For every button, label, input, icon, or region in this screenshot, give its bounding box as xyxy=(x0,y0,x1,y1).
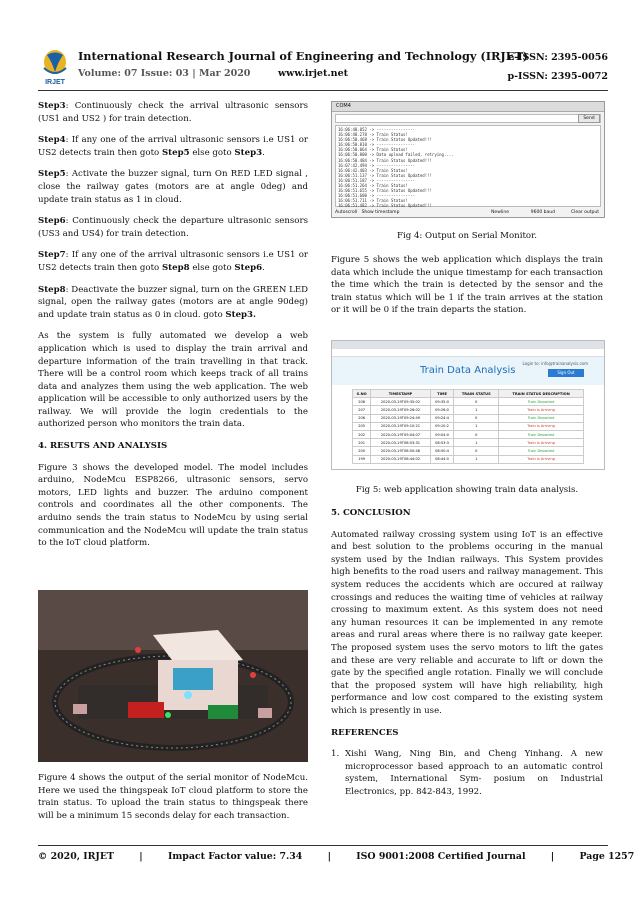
table-cell: 08:50:4 xyxy=(430,447,454,455)
table-cell: 201 xyxy=(353,439,371,447)
table-cell: 0 xyxy=(454,430,499,438)
table-cell: 09:26:0 xyxy=(430,406,454,414)
table-row xyxy=(353,439,584,447)
table-row xyxy=(353,422,584,430)
web-app-paragraph: As the system is fully automated we develop a web application which is used to display the train arrival and departure information of the train travelling in that track. There will be a control room which keeps track of all trains data and analyzes them using the web application. The web application will be accessible to only authorized users by the railway. We will provide the login credentials to the authorized person who monitors the train data. xyxy=(38,331,308,430)
journal-title: International Research Journal of Engineering and Technology (IRJET) xyxy=(78,49,529,63)
serial-monitor-window xyxy=(331,101,605,218)
section-4-heading: 4. RESUTS AND ANALYSIS xyxy=(38,441,168,452)
reference-1-number: 1. xyxy=(331,749,340,760)
table-cell: Train Departed xyxy=(499,414,584,422)
autoscroll-checkbox[interactable]: Autoscroll xyxy=(335,210,358,215)
serial-send-button[interactable]: Send xyxy=(578,114,600,123)
clear-output-button[interactable]: Clear output xyxy=(570,210,599,215)
serial-line: 16:07:42.494 -> ---------------- xyxy=(338,162,416,168)
web-app-title: Train Data Analysis xyxy=(420,365,516,376)
browser-tab-bar xyxy=(332,341,604,349)
table-row xyxy=(353,430,584,438)
table-cell: 09:04:0 xyxy=(430,430,454,438)
footer-copyright: © 2020, IRJET xyxy=(38,851,114,862)
footer-sep-1: | xyxy=(139,851,143,862)
page-footer xyxy=(38,851,635,862)
table-header-cell: TRAIN STATUS xyxy=(454,390,499,398)
login-label: Login to: info@trainanalysis.com xyxy=(522,361,588,366)
table-header-cell: TRAIN STATUS DESCRIPTION xyxy=(499,390,584,398)
step8: Step8: Deactivate the buzzer signal, turn on the GREEN LED signal, open the railway gates (motors are at angle 90deg) and update train status as 0 in cloud. goto Step3. xyxy=(38,284,308,320)
model-paragraph: Figure 3 shows the developed model. The model includes arduino, NodeMcu ESP8266, ultrasonic sensors, servo motors, LED lights and buzzer. The arduino component controls and coordinates all the other components. The arduino sends the train status to NodeMcu by using serial communication and the NodeMcu will update the train status to the IoT cloud platform. xyxy=(38,462,308,549)
table-cell: 207 xyxy=(353,406,371,414)
web-app-banner xyxy=(332,357,604,385)
browser-address-bar[interactable] xyxy=(332,349,604,357)
footer-iso: ISO 9001:2008 Certified Journal xyxy=(356,851,526,862)
step5: Step5: Activate the buzzer signal, turn On RED LED signal , close the railway gates (motors are at angle 0deg) and update train status as 1 in cloud. xyxy=(38,169,308,205)
table-cell: 08:44:0 xyxy=(430,455,454,463)
web-application-paragraph: Figure 5 shows the web application which displays the train data which include the unique timestamp for each transaction the time which the train is detected by the sensor and the train status which will be 1 if the train arrives at the station or it will be 0 if the train departs the station. xyxy=(331,255,603,316)
table-cell: 2020-03-19T09:35:02 xyxy=(371,398,430,406)
left-column-bottom xyxy=(38,772,308,831)
left-column xyxy=(38,100,308,559)
footer-sep-2: | xyxy=(327,851,332,862)
table-cell: 206 xyxy=(353,414,371,422)
section-5-heading: 5. CONCLUSION xyxy=(331,508,411,518)
serial-title-bar: COM4 xyxy=(332,102,604,112)
journal-url[interactable]: www.irjet.net xyxy=(278,68,349,79)
step6: Step6: Continuously check the departure ultrasonic sensors (US3 and US4) for train detection. xyxy=(38,216,308,239)
table-header-cell: S.NO xyxy=(353,390,371,398)
step3: Step3: Continuously check the arrival ultrasonic sensors (US1 and US2 ) for train detection. xyxy=(38,101,308,124)
step7: Step7: If any one of the arrival ultrasonic sensors i.e US1 or US2 detects train then goto Step8 else goto Step6. xyxy=(38,250,308,273)
serial-line: 16:06:50.484 -> Train Status Updated!!! xyxy=(338,157,432,163)
serial-line: 16:06:51.264 -> Train Status! xyxy=(338,183,408,189)
header-rule xyxy=(38,90,608,91)
table-cell: 2020-03-19T08:50:48 xyxy=(371,447,430,455)
table-cell: 0 xyxy=(454,398,499,406)
table-cell: 202 xyxy=(353,430,371,438)
serial-line: 16:06:42.403 -> Train Status! xyxy=(338,167,408,173)
serial-line: 16:06:51.655 -> Train Status Updated!!! xyxy=(338,188,432,194)
sign-out-button[interactable]: Sign Out xyxy=(548,369,584,377)
table-cell: 2020-03-19T09:10:21 xyxy=(371,422,430,430)
serial-line: 16:06:50.468 -> Train Status Updated!!! xyxy=(338,137,432,143)
table-cell: 2020-03-19T09:04:07 xyxy=(371,430,430,438)
right-column-top xyxy=(331,254,603,326)
table-cell: 1 xyxy=(454,439,499,447)
table-row xyxy=(353,406,584,414)
table-row xyxy=(353,455,584,463)
serial-input[interactable] xyxy=(335,114,601,123)
table-cell: 09:24:4 xyxy=(430,414,454,422)
serial-line: 16:06:51.137 -> Train Status Updated!!! xyxy=(338,172,432,178)
references-heading: REFERENCES xyxy=(331,727,399,738)
table-cell: Train Departed xyxy=(499,430,584,438)
baud-select[interactable]: 9600 baud xyxy=(530,210,555,215)
serial-bottom-bar xyxy=(335,209,601,217)
fig4-caption: Fig 4: Output on Serial Monitor. xyxy=(397,231,537,241)
table-cell: 208 xyxy=(353,398,371,406)
table-cell: Train is Arriving xyxy=(499,422,584,430)
volume-issue: Volume: 07 Issue: 03 | Mar 2020 xyxy=(78,68,251,79)
web-app-screenshot xyxy=(331,340,605,470)
table-cell: 09:10:2 xyxy=(430,422,454,430)
table-cell: 2020-03-19T08:44:02 xyxy=(371,455,430,463)
journal-header xyxy=(38,46,608,86)
table-cell: 200 xyxy=(353,447,371,455)
model-photo xyxy=(38,590,308,762)
irjet-logo-icon xyxy=(38,46,72,86)
footer-page-number: Page 1257 xyxy=(579,851,635,862)
serial-line: 16:06:48.278 -> Train Status! xyxy=(338,132,408,138)
serial-line: 16:06:51.600 -> ---------------- xyxy=(338,193,416,199)
timestamp-checkbox[interactable]: Show timestamp xyxy=(361,210,400,215)
table-cell: 09:35:0 xyxy=(430,398,454,406)
footer-rule xyxy=(38,845,608,846)
table-cell: 2020-03-19T08:53:31 xyxy=(371,439,430,447)
table-cell: Train is Arriving xyxy=(499,455,584,463)
step4: Step4: If any one of the arrival ultrasonic sensors i.e US1 or US2 detects train then goto Step5 else goto Step3. xyxy=(38,135,308,158)
table-row xyxy=(353,447,584,455)
table-cell: 2020-03-19T09:24:49 xyxy=(371,414,430,422)
serial-monitor-paragraph: Figure 4 shows the output of the serial monitor of NodeMcu. Here we used the thingspeak IoT cloud platform to store the train status. To upload the train status to thingspeak there will be a minimum 15 seconds delay for each transaction. xyxy=(38,773,308,821)
footer-impact-factor: Impact Factor value: 7.34 xyxy=(167,851,303,862)
fig5-caption: Fig 5: web application showing train data analysis. xyxy=(355,485,579,495)
table-cell: 1 xyxy=(454,422,499,430)
serial-line: 16:06:51.187 -> ---------------- xyxy=(338,177,416,183)
serial-line: 16:06:51.482 -> Train Status Updated!!! xyxy=(338,203,432,209)
table-header-cell: TIMESTAMP xyxy=(371,390,430,398)
p-issn: p-ISSN: 2395-0072 xyxy=(507,71,608,82)
table-cell: Train is Arriving xyxy=(499,439,584,447)
table-cell: 1 xyxy=(454,455,499,463)
e-issn: e-ISSN: 2395-0056 xyxy=(508,52,608,63)
reference-1-text: Xishi Wang, Ning Bin, and Cheng Yinhang. A new microprocessor based approach to an automatic control system, International Sym- posium on Industrial Electronics, pp. 842-843, 1992. xyxy=(345,749,603,797)
conclusion-paragraph: Automated railway crossing system using IoT is an effective and best solution to the problems occuring in the manual system used by the Indian railways. This System provides high benefits to the road users and railway management. This system reduces the accidents which are occured at railway crossings and reduces the waiting time of vehicles at railway crossing to maximum extent. As this system does not need any human resources it can be implemented in any remote areas and rural areas where there is no railway gate keeper. The proposed system uses the servo motors to lift the gates and these are very reliable and accurate to lift or down the gate by the specified angle rotation. Finally we will conclude that the proposed system will have high reliability, high performance and low cost compared to the existing system which is presently in use. xyxy=(331,529,603,716)
table-row xyxy=(353,398,584,406)
serial-line: 16:06:50.800 -> Data upload failed, retrying.... xyxy=(338,152,454,158)
serial-line: 16:06:50.810 -> ---------------- xyxy=(338,142,416,148)
svg-text:IRJET: IRJET xyxy=(45,79,65,86)
table-cell: Train is Arriving xyxy=(499,406,584,414)
table-cell: 199 xyxy=(353,455,371,463)
train-data-table xyxy=(352,389,584,464)
serial-output xyxy=(335,125,601,207)
table-cell: 205 xyxy=(353,422,371,430)
table-cell: 1 xyxy=(454,406,499,414)
table-cell: Train Departed xyxy=(499,447,584,455)
serial-line: 16:06:50.064 -> Train Status! xyxy=(338,147,408,153)
table-cell: 2020-03-19T09:26:02 xyxy=(371,406,430,414)
table-header-cell: TIME xyxy=(430,390,454,398)
table-cell: Train Departed xyxy=(499,398,584,406)
newline-select[interactable]: Newline xyxy=(491,210,509,215)
table-cell: 0 xyxy=(454,447,499,455)
reference-1 xyxy=(331,748,603,798)
table-cell: 0 xyxy=(454,414,499,422)
right-column-bottom xyxy=(331,507,603,798)
serial-line: 16:06:48.052 -> ---------------- xyxy=(338,127,416,132)
table-cell: 08:53:3 xyxy=(430,439,454,447)
footer-sep-3: | xyxy=(550,851,555,862)
serial-line: 16:06:51.711 -> Train Status! xyxy=(338,198,408,204)
table-row xyxy=(353,414,584,422)
